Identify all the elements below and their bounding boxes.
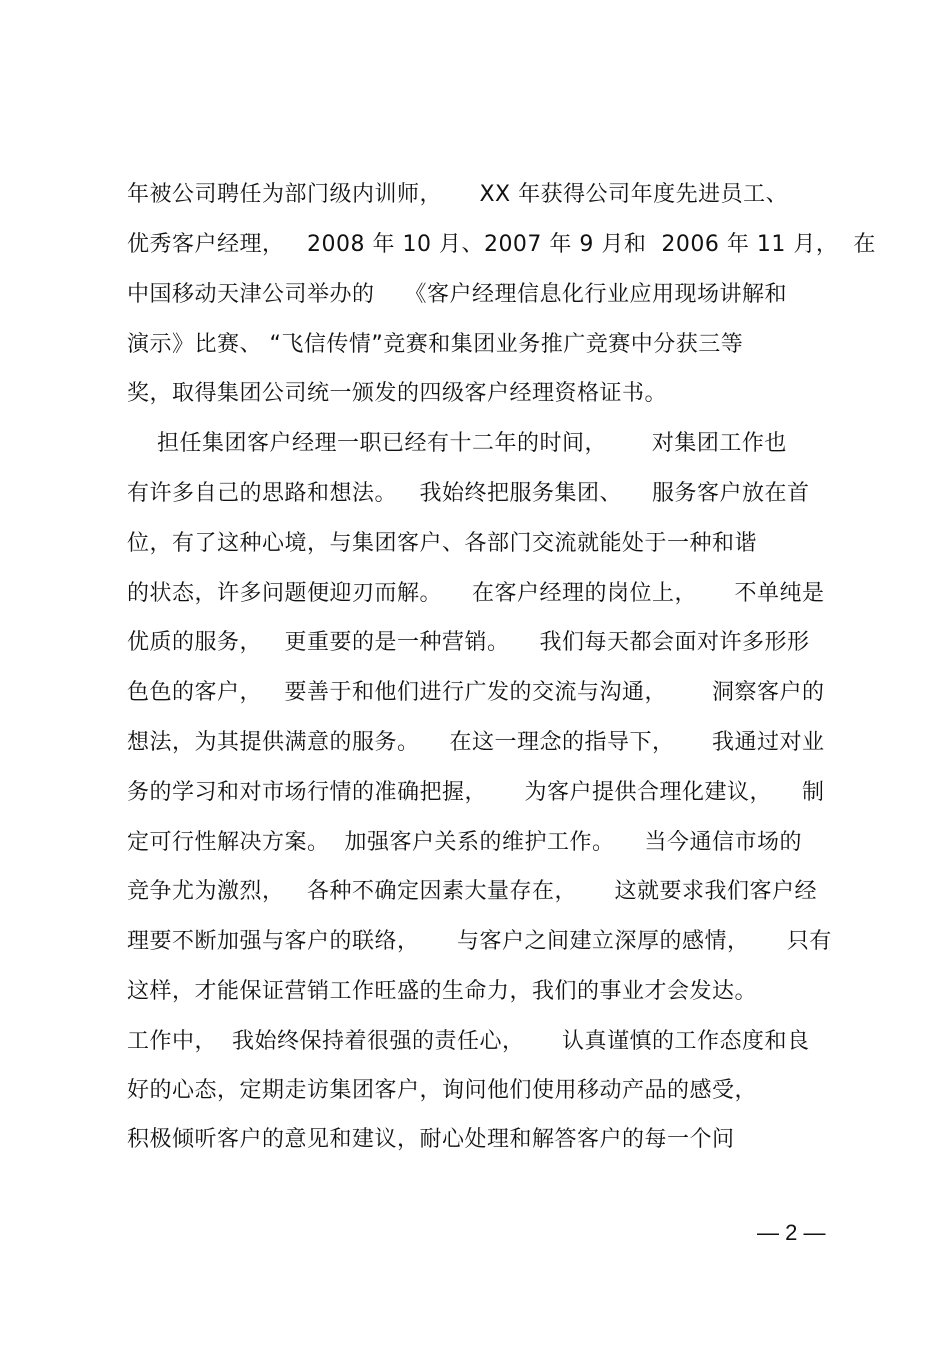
text-line: 务的学习和对市场行情的准确把握， 为客户提供合理化建议， 制 [127,780,825,805]
text-line: 想法，为其提供满意的服务。 在这一理念的指导下， 我通过对业 [127,730,825,755]
text-line: 理要不断加强与客户的联络， 与客户之间建立深厚的感情， 只有 [127,929,832,954]
text-line: 工作中， 我始终保持着很强的责任心， 认真谨慎的工作态度和良 [127,1029,810,1054]
text-line: 位，有了这种心境，与集团客户、各部门交流就能处于一种和谐 [127,531,758,556]
text-line: 定可行性解决方案。 加强客户关系的维护工作。 当今通信市场的 [127,830,802,855]
text-line: 奖，取得集团公司统一颁发的四级客户经理资格证书。 [127,381,668,406]
text-line: 好的心态，定期走访集团客户，询问他们使用移动产品的感受， [127,1078,758,1103]
text-line: 的状态，许多问题便迎刃而解。 在客户经理的岗位上， 不单纯是 [127,581,825,606]
text-line: 竞争尤为激烈， 各种不确定因素大量存在， 这就要求我们客户经 [127,879,817,904]
text-line: 有许多自己的思路和想法。 我始终把服务集团、 服务客户放在首 [127,481,810,506]
text-line: 担任集团客户经理一职已经有十二年的时间， 对集团工作也 [127,431,787,456]
text-line: 演示》比赛、 “飞信传情”竞赛和集团业务推广竞赛中分获三等 [127,332,744,357]
text-line: 优秀客户经理， 2008 年 10 月、2007 年 9 月和 2006 年 11 月， 在 [127,232,876,257]
text-line: 这样，才能保证营销工作旺盛的生命力，我们的事业才会发达。 [127,979,758,1004]
text-line: 中国移动天津公司举办的 《客户经理信息化行业应用现场讲解和 [127,282,787,307]
text-line: 年被公司聘任为部门级内训师， XX 年获得公司年度先进员工、 [127,182,789,207]
page-number: — 2 — [757,1220,826,1245]
text-line: 积极倾听客户的意见和建议，耐心处理和解答客户的每一个问 [127,1127,735,1152]
text-line: 色色的客户， 要善于和他们进行广发的交流与沟通， 洞察客户的 [127,680,825,705]
text-line: 优质的服务， 更重要的是一种营销。 我们每天都会面对许多形形 [127,630,810,655]
